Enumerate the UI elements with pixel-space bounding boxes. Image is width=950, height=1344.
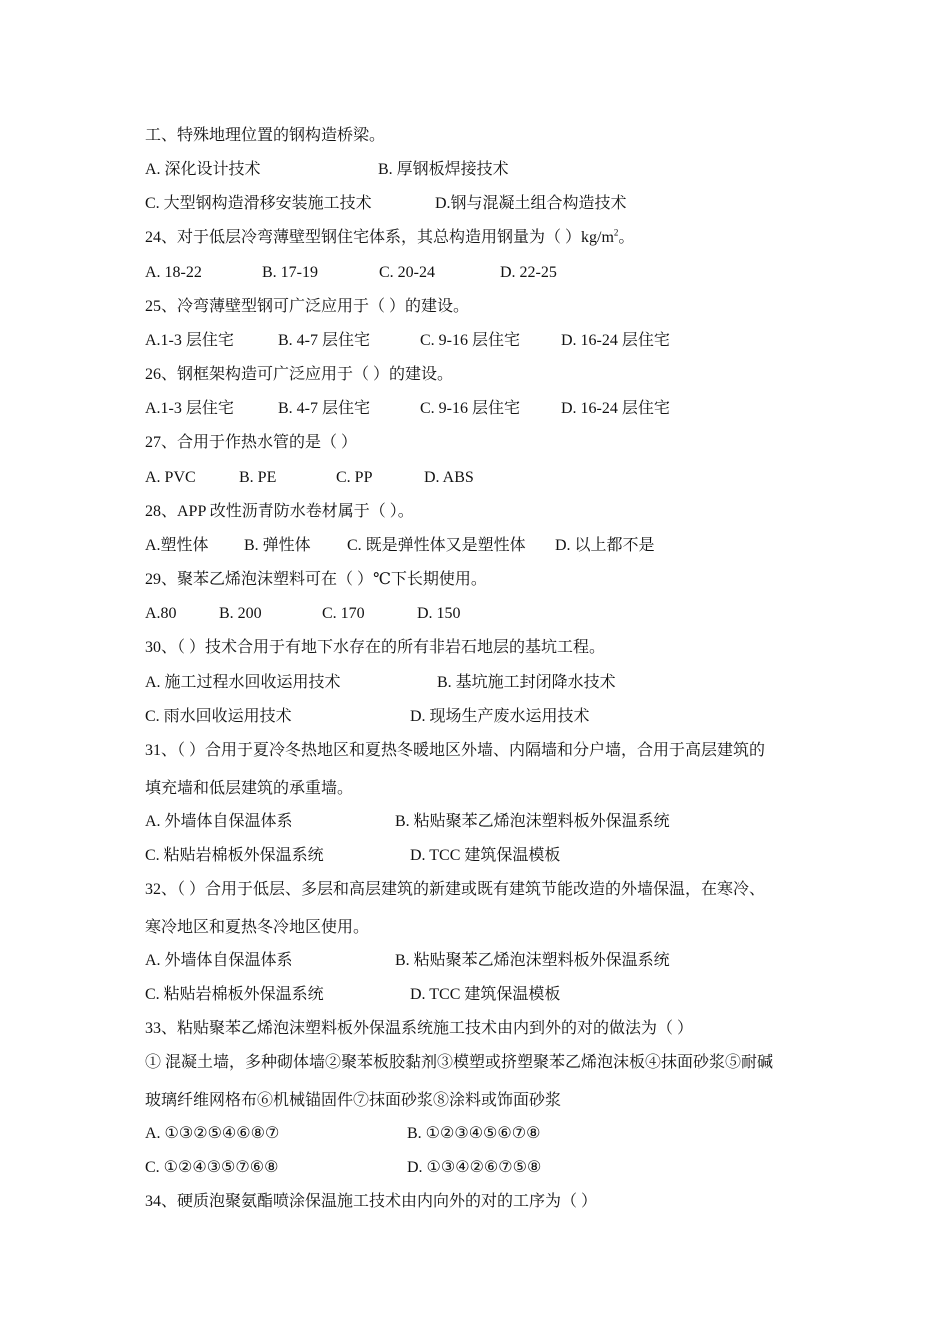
question-31-stem: 31、（ ）合用于夏冷冬热地区和夏热冬暖地区外墙、内隔墙和分户墙，合用于高层建筑的 (145, 742, 766, 759)
option-c: C. 雨水回收运用技术 (145, 708, 292, 725)
option-d: D. ABS (424, 469, 474, 486)
option-a: A. 施工过程水回收运用技术 (145, 674, 341, 691)
option-c: C. 20-24 (379, 264, 435, 281)
question-33-list: ① 混凝土墙，多种砌体墙②聚苯板胶黏剂③模塑或挤塑聚苯乙烯泡沫板④抹面砂浆⑤耐碱 (145, 1054, 774, 1071)
question-34-stem: 34、硬质泡聚氨酯喷涂保温施工技术由内向外的对的工序为（ ） (145, 1193, 598, 1210)
option-a: A. 外墙体自保温体系 (145, 813, 293, 830)
option-d: D. 现场生产废水运用技术 (410, 708, 590, 725)
option-b: B. 17-19 (262, 264, 318, 281)
option-d: D. 150 (417, 605, 461, 622)
option-a: A.1-3 层住宅 (145, 332, 234, 349)
question-30-stem: 30、（ ）技术合用于有地下水存在的所有非岩石地层的基坑工程。 (145, 639, 606, 656)
option-c: C. 既是弹性体又是塑性体 (347, 537, 526, 554)
option-b: B. 弹性体 (244, 537, 311, 554)
option-c: C. ①②④③⑤⑦⑥⑧ (145, 1159, 279, 1176)
option-d: D. TCC 建筑保温模板 (410, 847, 561, 864)
question-26-stem: 26、钢框架构造可广泛应用于（ ）的建设。 (145, 366, 454, 383)
option-d: D. 以上都不是 (555, 537, 655, 554)
option-d: D.钢与混凝土组合构造技术 (435, 195, 627, 212)
option-b: B. ①②③④⑤⑥⑦⑧ (407, 1125, 541, 1142)
option-b: B. 200 (219, 605, 262, 622)
question-31-stem-cont: 填充墙和低层建筑的承重墙。 (145, 780, 354, 797)
superscript: 2 (613, 227, 619, 238)
option-b: B. 4-7 层住宅 (278, 332, 371, 349)
option-c: C. 170 (322, 605, 365, 622)
option-c: C. 9-16 层住宅 (420, 400, 521, 417)
option-d: D. ①③④②⑥⑦⑤⑧ (407, 1159, 542, 1176)
text-line: 工、特殊地理位置的钢构造桥梁。 (145, 127, 386, 144)
option-a: A.塑性体 (145, 537, 209, 554)
question-24-stem (145, 228, 634, 248)
option-c: C. 大型钢构造滑移安装施工技术 (145, 195, 372, 212)
option-b: B. 基坑施工封闭降水技术 (437, 674, 616, 691)
option-a: A.80 (145, 605, 177, 622)
option-a: A. 18-22 (145, 264, 202, 281)
question-33-stem: 33、粘贴聚苯乙烯泡沫塑料板外保温系统施工技术由内到外的对的做法为（ ） (145, 1020, 694, 1037)
option-d: D. TCC 建筑保温模板 (410, 986, 561, 1003)
stem-text: 24、对于低层冷弯薄壁型钢住宅体系，其总构造用钢量为（ ）kg/m (145, 229, 614, 246)
option-d: D. 16-24 层住宅 (561, 332, 670, 349)
question-33-list-cont: 玻璃纤维网格布⑥机械锚固件⑦抹面砂浆⑧涂料或饰面砂浆 (145, 1092, 562, 1109)
option-b: B. 4-7 层住宅 (278, 400, 371, 417)
option-a: A. 外墙体自保温体系 (145, 952, 293, 969)
question-27-stem: 27、合用于作热水管的是（ ） (145, 434, 358, 451)
option-b: B. 厚钢板焊接技术 (378, 161, 509, 178)
option-b: B. 粘贴聚苯乙烯泡沫塑料板外保温系统 (395, 952, 670, 969)
option-a: A. ①③②⑤④⑥⑧⑦ (145, 1125, 280, 1142)
option-a: A. PVC (145, 469, 196, 486)
option-d: D. 16-24 层住宅 (561, 400, 670, 417)
option-c: C. 粘贴岩棉板外保温系统 (145, 986, 324, 1003)
option-c: C. 9-16 层住宅 (420, 332, 521, 349)
stem-end: 。 (618, 229, 635, 246)
option-a: A.1-3 层住宅 (145, 400, 234, 417)
question-32-stem: 32、（ ）合用于低层、多层和高层建筑的新建或既有建筑节能改造的外墙保温，在寒冷、 (145, 881, 766, 898)
option-b: B. PE (239, 469, 277, 486)
question-29-stem: 29、聚苯乙烯泡沫塑料可在（ ）℃下长期使用。 (145, 571, 487, 588)
option-c: C. PP (336, 469, 373, 486)
option-d: D. 22-25 (500, 264, 557, 281)
option-b: B. 粘贴聚苯乙烯泡沫塑料板外保温系统 (395, 813, 670, 830)
option-a: A. 深化设计技术 (145, 161, 261, 178)
question-28-stem: 28、APP 改性沥青防水卷材属于（ ）。 (145, 503, 414, 520)
question-32-stem-cont: 寒冷地区和夏热冬冷地区使用。 (145, 919, 370, 936)
option-c: C. 粘贴岩棉板外保温系统 (145, 847, 324, 864)
question-25-stem: 25、冷弯薄壁型钢可广泛应用于（ ）的建设。 (145, 298, 470, 315)
